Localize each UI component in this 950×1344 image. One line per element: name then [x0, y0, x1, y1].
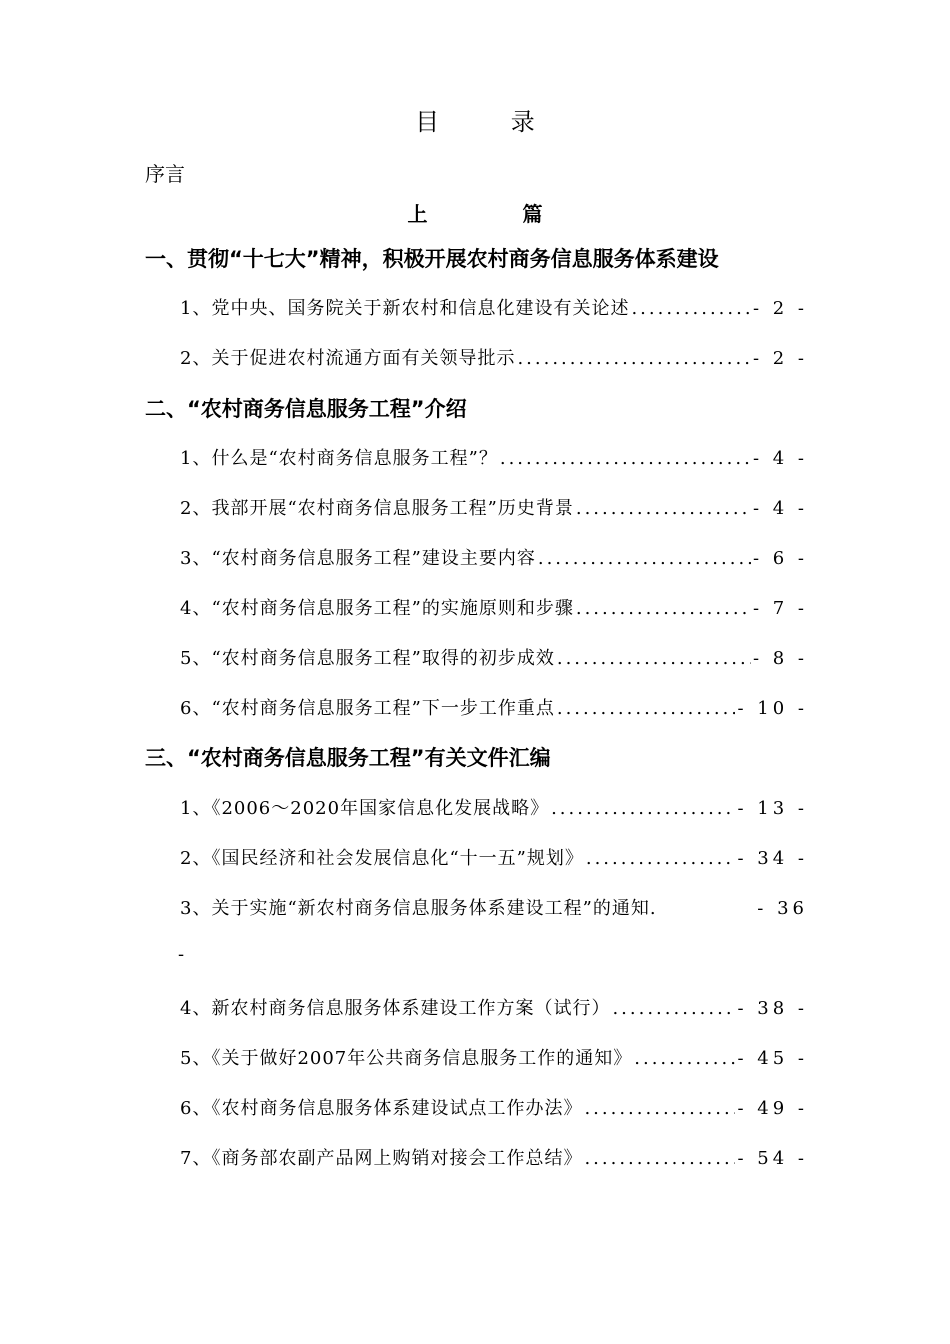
dot-leader [576, 498, 751, 519]
toc-entry-text: 1、什么是“农村商务信息服务工程”？ [180, 448, 498, 469]
toc-entry[interactable] [180, 1144, 808, 1170]
toc-entry-page: - 4 - [752, 448, 808, 469]
toc-entry[interactable] [180, 344, 808, 370]
toc-entry-page: - 49 - [737, 1098, 808, 1119]
toc-entry-page: - 13 - [737, 798, 808, 819]
toc-entry-page: - 38 - [737, 998, 808, 1019]
toc-entry-page: - 10 - [737, 698, 808, 719]
toc-entry-text: 2、《国民经济和社会发展信息化“十一五”规划》 [180, 848, 584, 869]
dot-leader [586, 848, 736, 869]
toc-entry[interactable] [180, 694, 808, 720]
toc-entry[interactable] [180, 794, 808, 820]
toc-entry-page: - 6 - [752, 548, 808, 569]
toc-entry[interactable] [180, 644, 808, 670]
toc-entry[interactable] [180, 294, 808, 320]
toc-entry[interactable] [180, 594, 808, 620]
toc-entry-text: 4、“农村商务信息服务工程”的实施原则和步骤 [180, 598, 574, 619]
dot-leader [538, 548, 751, 569]
preface-link[interactable]: 序言 [145, 162, 185, 186]
toc-entry-text: 5、《关于做好2007年公共商务信息服务工作的通知》 [180, 1048, 633, 1069]
toc-entry-text: 1、《2006～2020年国家信息化发展战略》 [180, 798, 550, 819]
part-heading: 上 篇 [407, 202, 587, 226]
dot-leader [612, 998, 735, 1019]
toc-entry[interactable] [180, 1044, 808, 1070]
dot-leader [557, 698, 736, 719]
toc-entry-text: 7、《商务部农副产品网上购销对接会工作总结》 [180, 1148, 583, 1169]
section-heading-3[interactable]: 三、“农村商务信息服务工程”有关文件汇编 [145, 746, 551, 770]
toc-entry-page: - 2 - [752, 298, 808, 319]
dot-leader [517, 348, 750, 369]
toc-entry-text: 6、《农村商务信息服务体系建设试点工作办法》 [180, 1098, 583, 1119]
toc-entry-text: 4、新农村商务信息服务体系建设工作方案（试行） [180, 998, 611, 1019]
toc-entry-text: 2、关于促进农村流通方面有关领导批示 [180, 348, 516, 369]
toc-entry-text: 5、“农村商务信息服务工程”取得的初步成效 [180, 648, 555, 669]
toc-entry-page: - 36 [757, 898, 808, 919]
toc-entry-text: 6、“农村商务信息服务工程”下一步工作重点 [180, 698, 555, 719]
dot-leader [634, 1048, 735, 1069]
section-heading-1[interactable]: 一、贯彻“十七大”精神，积极开展农村商务信息服务体系建设 [145, 247, 719, 271]
toc-entry[interactable] [180, 1094, 808, 1120]
dot-leader [557, 648, 751, 669]
toc-entry-page: - 2 - [752, 348, 808, 369]
dot-leader [500, 448, 751, 469]
toc-entry-text: 3、“农村商务信息服务工程”建设主要内容 [180, 548, 536, 569]
toc-entry-page: - 45 - [737, 1048, 808, 1069]
toc-entry-page: - 4 - [752, 498, 808, 519]
page-title: 目 录 [415, 108, 567, 136]
section-heading-2[interactable]: 二、“农村商务信息服务工程”介绍 [145, 397, 467, 421]
toc-entry-page: - 7 - [752, 598, 808, 619]
toc-entry[interactable] [180, 994, 808, 1020]
toc-entry-page: - 34 - [737, 848, 808, 869]
dot-leader [584, 1098, 735, 1119]
toc-entry[interactable] [180, 494, 808, 520]
toc-entry-text: 1、党中央、国务院关于新农村和信息化建设有关论述 [180, 298, 630, 319]
toc-entry-page: - 8 - [752, 648, 808, 669]
toc-entry-text: 2、我部开展“农村商务信息服务工程”历史背景 [180, 498, 574, 519]
toc-entry-page: - 54 - [737, 1148, 808, 1169]
dot-leader [576, 598, 751, 619]
dot-leader [584, 1148, 735, 1169]
toc-entry[interactable] [180, 444, 808, 470]
toc-entry[interactable] [180, 844, 808, 870]
dot-leader [631, 298, 750, 319]
toc-entry-page-wrap: - [178, 944, 185, 965]
toc-entry-text: 3、关于实施“新农村商务信息服务体系建设工程”的通知. [180, 898, 657, 919]
toc-entry[interactable] [180, 894, 808, 920]
dot-leader [551, 798, 735, 819]
toc-entry[interactable] [180, 544, 808, 570]
